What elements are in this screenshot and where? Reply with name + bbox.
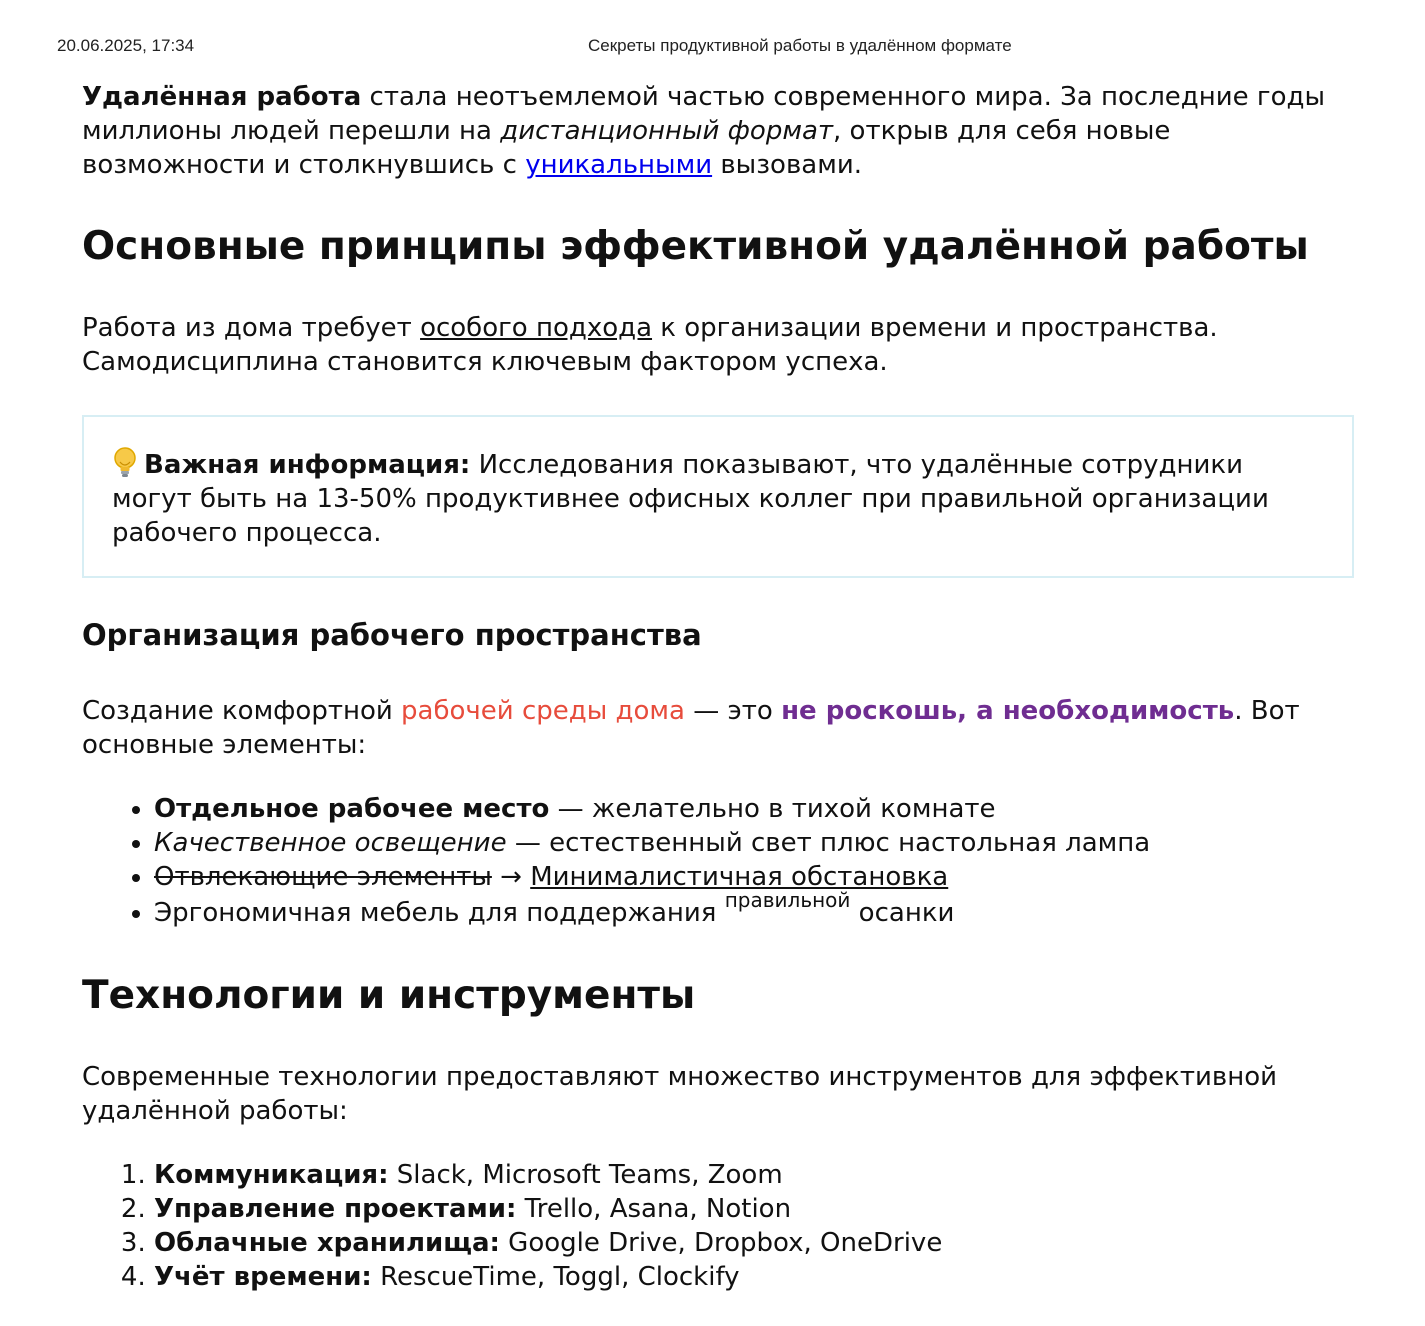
- list-item-arrow: →: [491, 862, 531, 892]
- list-item-text-2: осанки: [850, 898, 955, 928]
- print-header: [0, 33, 1425, 59]
- workspace-list: [82, 792, 1352, 936]
- work-environment-red: рабочей среды дома: [401, 696, 685, 726]
- tool-label: Учёт времени:: [154, 1262, 372, 1292]
- tool-label: Управление проектами:: [154, 1194, 517, 1224]
- list-item: [154, 1226, 1352, 1260]
- intro-text-1: стала неотъемлемой частью современного мира. За последние годы миллионы людей перешли на: [82, 82, 1326, 146]
- list-item-rest: — желательно в тихой комнате: [549, 794, 996, 824]
- intro-bold: Удалённая работа: [82, 82, 362, 112]
- heading-principles: Основные принципы эффективной удалённой работы: [82, 224, 1309, 269]
- tool-value: Slack, Microsoft Teams, Zoom: [388, 1160, 783, 1190]
- tool-label: Облачные хранилища:: [154, 1228, 500, 1258]
- tool-value: Google Drive, Dropbox, OneDrive: [499, 1228, 943, 1258]
- list-item: [154, 890, 1352, 936]
- principles-text-1: Работа из дома требует: [82, 313, 421, 343]
- workspace-text-1: Создание комфортной: [82, 696, 402, 726]
- callout-text: Исследования показывают, что удалённые сотрудники могут быть на 13-50% продуктивнее офисных коллег при правильной организации рабочего процесса.: [112, 450, 1269, 548]
- workspace-text-2: — это: [684, 696, 782, 726]
- important-info-callout: [82, 415, 1354, 578]
- callout-label: Важная информация:: [144, 450, 471, 480]
- necessity-purple: не роскошь, а необходимость: [781, 696, 1235, 726]
- tool-value: RescueTime, Toggl, Clockify: [371, 1262, 740, 1292]
- list-item: [154, 792, 1352, 826]
- intro-italic: дистанционный формат: [500, 116, 834, 146]
- list-item-rest: — естественный свет плюс настольная лампа: [506, 828, 1151, 858]
- list-item: [154, 1260, 1352, 1294]
- list-item-strong: Отдельное рабочее место: [154, 794, 550, 824]
- article-content: [82, 76, 1352, 1294]
- special-approach-underline: особого подхода: [420, 313, 653, 343]
- list-item: [154, 1158, 1352, 1192]
- list-item-strike: Отвлекающие элементы: [154, 862, 492, 892]
- tool-label: Коммуникация:: [154, 1160, 389, 1190]
- technologies-paragraph: Современные технологии предоставляют множество инструментов для эффективной удалённой работы:: [82, 1062, 1278, 1126]
- workspace-paragraph: [82, 694, 1352, 762]
- workspace-text-3: . Вот основные элементы:: [82, 696, 1300, 760]
- unique-link[interactable]: уникальными: [525, 150, 713, 180]
- intro-paragraph: [82, 80, 1352, 182]
- print-date: 20.06.2025, 17:34: [57, 36, 195, 55]
- tool-value: Trello, Asana, Notion: [516, 1194, 792, 1224]
- principles-paragraph: [82, 311, 1352, 379]
- tools-list: [82, 1158, 1352, 1294]
- list-item: [154, 1192, 1352, 1226]
- list-item-sup: правильной: [724, 888, 851, 912]
- print-page-title: Секреты продуктивной работы в удалённом формате: [588, 36, 1012, 55]
- lightbulb-icon: [112, 447, 138, 479]
- list-item-underline: Минималистичная обстановка: [530, 862, 949, 892]
- intro-text-3: вызовами.: [712, 150, 862, 180]
- list-item-text-1: Эргономичная мебель для поддержания: [154, 898, 725, 928]
- heading-technologies: Технологии и инструменты: [82, 973, 696, 1018]
- list-item: [154, 826, 1352, 860]
- intro-text-2: , открыв для себя новые возможности и столкнувшись с: [82, 116, 1171, 180]
- list-item-em: Качественное освещение: [154, 828, 507, 858]
- principles-text-2: к организации времени и пространства. Самодисциплина становится ключевым фактором успеха.: [82, 313, 1218, 377]
- heading-workspace: Организация рабочего пространства: [82, 618, 702, 652]
